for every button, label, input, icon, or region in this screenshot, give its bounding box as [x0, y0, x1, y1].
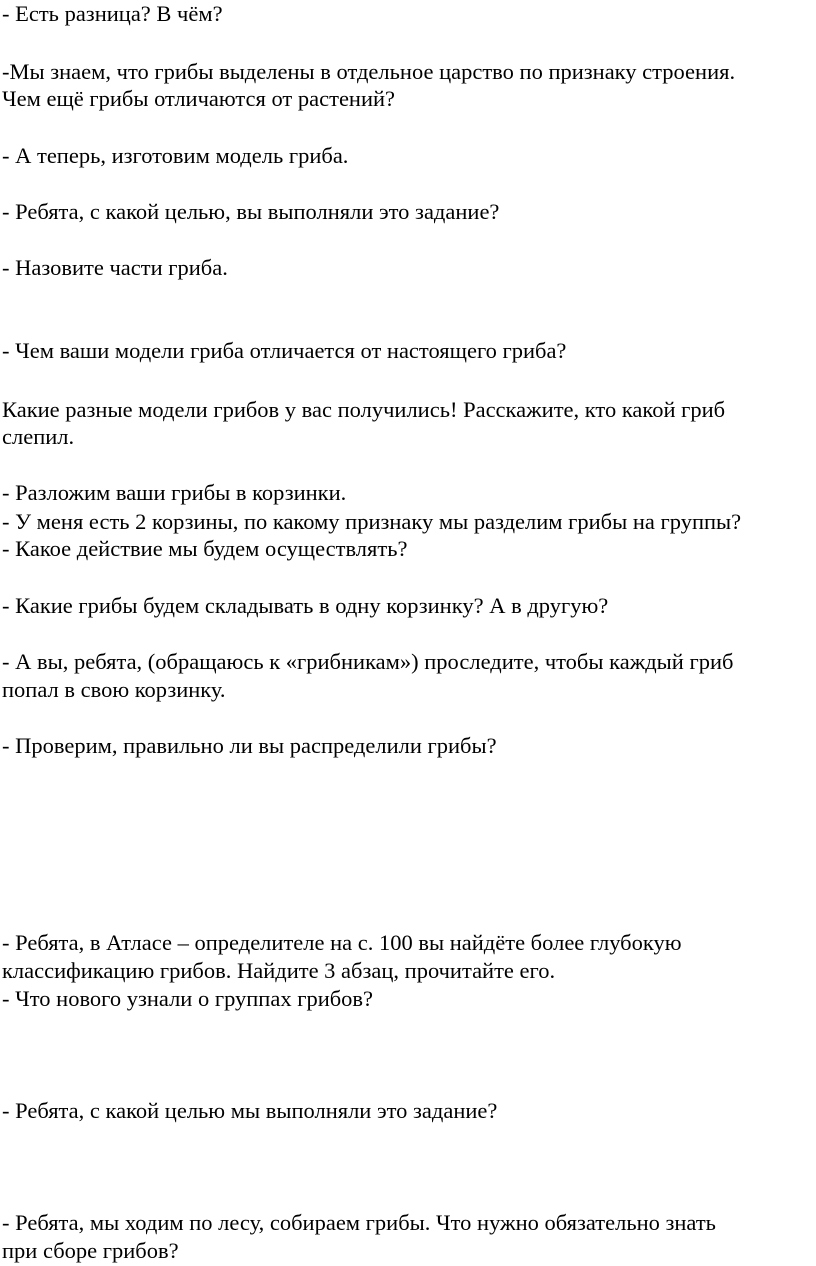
text-line: Чем ещё грибы отличаются от растений? — [2, 86, 396, 111]
text-line: - Ребята, с какой целью, вы выполняли это задание? — [2, 199, 500, 224]
text-line: - Назовите части гриба. — [2, 255, 228, 280]
text-line: Какие разные модели грибов у вас получились! Расскажите, кто какой гриб — [2, 397, 726, 422]
text-line: - Проверим, правильно ли вы распределили грибы? — [2, 733, 497, 758]
text-line: - Разложим ваши грибы в корзинки. — [2, 480, 347, 505]
text-line: - Какие грибы будем складывать в одну корзинку? А в другую? — [2, 593, 609, 618]
text-line: - Ребята, с какой целью мы выполняли это задание? — [2, 1098, 498, 1123]
text-line: - Ребята, в Атласе – определителе на с. 100 вы найдёте более глубокую — [2, 930, 682, 955]
text-line: - А вы, ребята, (обращаюсь к «грибникам») проследите, чтобы каждый гриб — [2, 649, 734, 674]
text-line: - Ребята, мы ходим по лесу, собираем грибы. Что нужно обязательно знать — [2, 1210, 716, 1235]
text-line: - Чем ваши модели гриба отличается от настоящего гриба? — [2, 338, 567, 363]
text-line: - У меня есть 2 корзины, по какому признаку мы разделим грибы на группы? — [2, 509, 742, 534]
text-line: - Что нового узнали о группах грибов? — [2, 986, 374, 1011]
text-line: при сборе грибов? — [2, 1238, 179, 1263]
text-line: слепил. — [2, 424, 75, 449]
text-line: - А теперь, изготовим модель гриба. — [2, 143, 349, 168]
text-line: классификацию грибов. Найдите 3 абзац, прочитайте его. — [2, 958, 556, 983]
text-line: -Мы знаем, что грибы выделены в отдельное царство по признаку строения. — [2, 59, 736, 84]
text-line: - Есть разница? В чём? — [2, 1, 223, 26]
text-line: попал в свою корзинку. — [2, 677, 226, 702]
text-line: - Какое действие мы будем осуществлять? — [2, 536, 408, 561]
